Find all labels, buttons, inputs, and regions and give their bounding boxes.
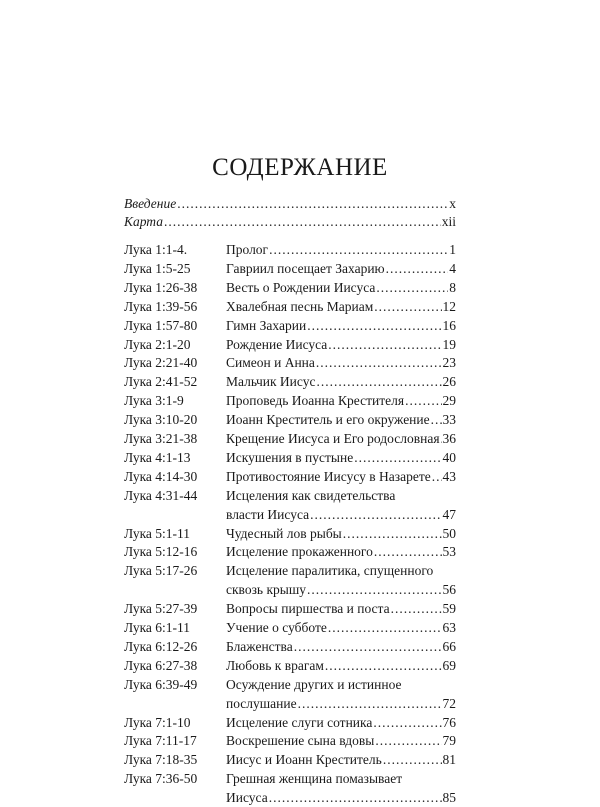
scripture-reference: Лука 3:10-20 xyxy=(124,412,198,428)
leader-dots xyxy=(431,410,442,429)
leader-dots xyxy=(298,694,442,713)
leader-dots xyxy=(375,731,441,750)
front-matter-label: Введение xyxy=(124,196,177,211)
page-number: 12 xyxy=(442,298,456,314)
page-number: 19 xyxy=(442,336,456,352)
leader-dots xyxy=(269,240,448,259)
scripture-reference: Лука 4:1-13 xyxy=(124,449,191,465)
scripture-reference: Лука 1:39-56 xyxy=(124,298,198,314)
entry-title: Осуждение других и истинное xyxy=(226,676,402,692)
scripture-reference: Лука 7:11-17 xyxy=(124,733,197,749)
scripture-reference: Лука 1:57-80 xyxy=(124,317,198,333)
leader-dots xyxy=(376,278,448,297)
page-number: 63 xyxy=(442,620,456,635)
toc-entry[interactable] xyxy=(124,637,456,656)
leader-dots xyxy=(325,656,442,675)
leader-dots xyxy=(328,335,441,354)
scripture-reference: Лука 1:26-38 xyxy=(124,279,198,295)
page-number: 8 xyxy=(449,279,456,295)
page-number: 59 xyxy=(442,601,456,617)
scripture-reference: Лука 3:1-9 xyxy=(124,393,184,409)
scripture-reference: Лука 2:21-40 xyxy=(124,355,198,371)
toc-entry[interactable] xyxy=(124,524,456,543)
toc-entry[interactable] xyxy=(124,675,456,713)
front-matter-item[interactable] xyxy=(124,212,456,231)
leader-dots xyxy=(441,429,442,448)
scripture-reference: Лука 7:18-35 xyxy=(124,752,198,768)
toc-entry[interactable] xyxy=(124,240,456,259)
leader-dots xyxy=(316,372,441,391)
leader-dots xyxy=(432,467,442,486)
toc-entry[interactable] xyxy=(124,599,456,618)
entry-title: Хвалебная песнь Мариам xyxy=(226,298,374,314)
page-number: 4 xyxy=(449,260,456,276)
toc-entry[interactable] xyxy=(124,410,456,429)
leader-dots xyxy=(310,505,441,524)
leader-dots xyxy=(374,542,442,561)
scripture-reference: Лука 6:27-38 xyxy=(124,657,198,673)
leader-dots xyxy=(383,750,442,769)
entry-title: Воскрешение сына вдовы xyxy=(226,733,375,749)
toc-entry[interactable] xyxy=(124,713,456,732)
leader-dots xyxy=(269,788,442,807)
entry-title: Противостояние Иисусу в Назарете xyxy=(226,468,431,484)
entry-title: Блаженства xyxy=(226,638,293,654)
leader-dots xyxy=(307,316,441,335)
leader-dots xyxy=(374,297,441,316)
page-number: 43 xyxy=(442,468,456,484)
scripture-reference: Лука 5:27-39 xyxy=(124,601,198,617)
leader-dots xyxy=(328,618,442,637)
page-number: xii xyxy=(441,214,456,229)
page-number: 85 xyxy=(442,790,456,806)
leader-dots xyxy=(343,524,442,543)
scripture-reference: Лука 4:14-30 xyxy=(124,468,198,484)
leader-dots xyxy=(164,212,441,231)
page-number: 56 xyxy=(442,582,456,598)
toc-entry[interactable] xyxy=(124,316,456,335)
toc-entry[interactable] xyxy=(124,448,456,467)
leader-dots xyxy=(386,259,449,278)
page-title: СОДЕРЖАНИЕ xyxy=(212,154,388,181)
toc-entry[interactable] xyxy=(124,542,456,561)
page-number: 47 xyxy=(442,506,456,522)
scripture-reference: Лука 5:12-16 xyxy=(124,544,198,560)
leader-dots xyxy=(354,448,441,467)
toc-entry[interactable] xyxy=(124,750,456,769)
page-number: 16 xyxy=(442,317,456,333)
entry-title: Весть о Рождении Иисуса xyxy=(226,279,376,295)
page-number: 79 xyxy=(442,733,456,749)
scripture-reference: Лука 7:1-10 xyxy=(124,714,191,730)
front-matter-label: Карта xyxy=(124,214,163,229)
entry-title: Исцеление слуги сотника xyxy=(226,714,373,730)
scripture-reference: Лука 5:1-11 xyxy=(124,525,191,541)
entry-title: Пролог xyxy=(226,242,269,257)
leader-dots xyxy=(373,713,441,732)
page-number: 36 xyxy=(442,431,456,446)
entry-title-continued: сквозь крышу xyxy=(226,582,306,598)
leader-dots xyxy=(177,194,448,213)
toc-entry[interactable] xyxy=(124,561,456,599)
entry-title: Грешная женщина помазывает xyxy=(226,771,403,787)
entry-title: Вопросы пиршества и поста xyxy=(226,601,390,617)
page-number: 1 xyxy=(449,242,456,257)
scripture-reference: Лука 6:12-26 xyxy=(124,638,198,654)
page-number: 33 xyxy=(442,412,456,428)
page-number: 72 xyxy=(442,695,456,711)
entry-title: Крещение Иисуса и Его родословная xyxy=(226,431,440,446)
toc-entry[interactable] xyxy=(124,353,456,372)
entry-title: Иисус и Иоанн Креститель xyxy=(226,752,382,768)
page-number: 81 xyxy=(442,752,456,768)
scripture-reference: Лука 6:1-11 xyxy=(124,620,191,635)
entry-title: Исцеление паралитика, спущенного xyxy=(226,563,434,579)
scripture-reference: Лука 1:5-25 xyxy=(124,260,191,276)
leader-dots xyxy=(307,580,442,599)
entry-title-continued: власти Иисуса xyxy=(226,506,310,522)
page-number: 53 xyxy=(442,544,456,560)
toc-entry[interactable] xyxy=(124,372,456,391)
toc-entry[interactable] xyxy=(124,335,456,354)
toc-entry[interactable] xyxy=(124,618,456,637)
scripture-reference: Лука 2:1-20 xyxy=(124,336,191,352)
leader-dots xyxy=(316,353,442,372)
entry-title-continued: Иисуса xyxy=(226,790,268,806)
entry-title: Рождение Иисуса xyxy=(226,336,328,352)
entry-title: Иоанн Креститель и его окружение xyxy=(226,412,430,428)
page-number: x xyxy=(449,196,456,211)
toc-entry[interactable] xyxy=(124,486,456,524)
toc-entry[interactable] xyxy=(124,769,456,807)
page-number: 50 xyxy=(442,525,456,541)
page-number: 40 xyxy=(442,449,456,465)
page-number: 29 xyxy=(442,393,456,409)
scripture-reference: Лука 4:31-44 xyxy=(124,487,198,503)
entry-title: Проповедь Иоанна Крестителя xyxy=(226,393,405,409)
scripture-reference: Лука 3:21-38 xyxy=(124,431,198,446)
entry-title: Исцеление прокаженного xyxy=(226,544,373,560)
page-number: 66 xyxy=(442,638,456,654)
entry-title: Гимн Захарии xyxy=(226,317,307,333)
entry-title: Мальчик Иисус xyxy=(226,374,316,390)
toc-entry[interactable] xyxy=(124,297,456,316)
toc-entry[interactable] xyxy=(124,731,456,750)
entry-title: Исцеления как свидетельства xyxy=(226,487,396,503)
scripture-reference: Лука 7:36-50 xyxy=(124,771,198,787)
entry-title: Чудесный лов рыбы xyxy=(226,525,342,541)
front-matter-item[interactable] xyxy=(124,194,456,213)
scripture-reference: Лука 6:39-49 xyxy=(124,676,198,692)
toc-entry[interactable] xyxy=(124,467,456,486)
toc-entry[interactable] xyxy=(124,656,456,675)
page-number: 26 xyxy=(442,374,456,390)
entry-title-continued: послушание xyxy=(226,695,297,711)
entry-title: Учение о субботе xyxy=(226,620,327,635)
leader-dots xyxy=(294,637,442,656)
leader-dots xyxy=(405,391,441,410)
entry-title: Симеон и Анна xyxy=(226,355,315,371)
entry-title: Любовь к врагам xyxy=(226,657,324,673)
page-number: 76 xyxy=(442,714,456,730)
leader-dots xyxy=(391,599,442,618)
toc-entry[interactable] xyxy=(124,429,456,448)
page-number: 23 xyxy=(442,355,456,371)
scripture-reference: Лука 5:17-26 xyxy=(124,563,198,579)
toc-entry[interactable] xyxy=(124,259,456,278)
scripture-reference: Лука 2:41-52 xyxy=(124,374,198,390)
toc-entry[interactable] xyxy=(124,278,456,297)
scripture-reference: Лука 1:1-4. xyxy=(124,242,188,257)
toc-entry[interactable] xyxy=(124,391,456,410)
entry-title: Гавриил посещает Захарию xyxy=(226,260,385,276)
page-number: 69 xyxy=(442,657,456,673)
entry-title: Искушения в пустыне xyxy=(226,449,354,465)
